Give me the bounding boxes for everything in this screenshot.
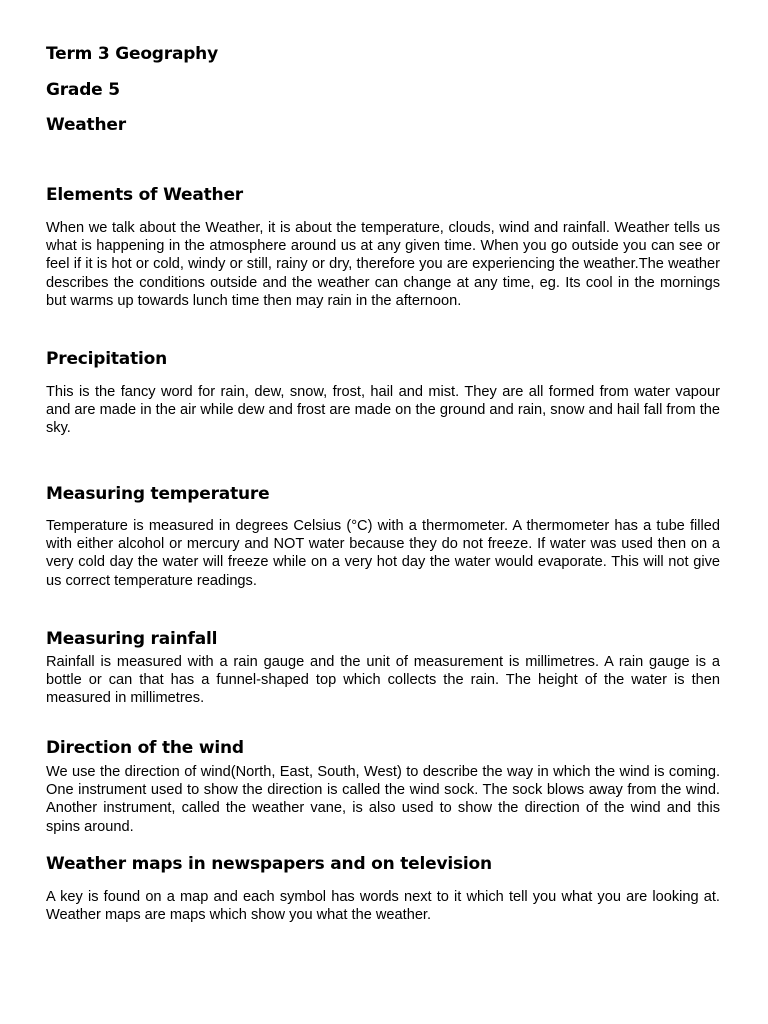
section-heading-temperature: Measuring temperature	[46, 484, 270, 504]
grade-label: Grade 5	[46, 80, 120, 100]
section-heading-wind: Direction of the wind	[46, 738, 244, 758]
section-heading-precipitation: Precipitation	[46, 349, 168, 369]
section-body-temperature: Temperature is measured in degrees Celsius (°C) with a thermometer. A thermometer has a tube filled with either alcohol or mercury and NOT water because they do not freeze. If water was used then on a very cold day the water will freeze while on a very hot day the water would evaporate. This will not give us correct temperature readings.	[46, 518, 720, 589]
section-body-precipitation: This is the fancy word for rain, dew, snow, frost, hail and mist. They are all formed from water vapour and are made in the air while dew and frost are made on the ground and rain, snow and hail fall from the sky.	[46, 384, 720, 437]
section-body-weather-maps: A key is found on a map and each symbol has words next to it which tell you what you are looking at. Weather maps are maps which show you what the weather.	[46, 889, 720, 924]
section-heading-elements: Elements of Weather	[46, 185, 243, 205]
section-body-rainfall: Rainfall is measured with a rain gauge and the unit of measurement is millimetres. A rain gauge is a bottle or can that has a funnel-shaped top which collects the rain. The height of the water is then measured in millimetres.	[46, 654, 720, 707]
document-title: Term 3 Geography	[46, 44, 218, 64]
topic-label: Weather	[46, 115, 126, 135]
section-heading-rainfall: Measuring rainfall	[46, 629, 218, 649]
section-body-elements: When we talk about the Weather, it is about the temperature, clouds, wind and rainfall. Weather tells us what is happening in the atmosphere around us at any given time. When you go outside you can see or feel if it is hot or cold, windy or still, rainy or dry, therefore you are experiencing the weather.The weather describes the conditions outside and the weather can change at any time, eg. Its cool in the mornings but warms up towards lunch time then may rain in the afternoon.	[46, 220, 720, 309]
section-body-wind: We use the direction of wind(North, East, South, West) to describe the way in which the wind is coming. One instrument used to show the direction is called the wind sock. The sock blows away from the wind. Another instrument, called the weather vane, is also used to show the direction of the wind and this spins around.	[46, 764, 720, 835]
section-heading-weather-maps: Weather maps in newspapers and on television	[46, 854, 492, 874]
